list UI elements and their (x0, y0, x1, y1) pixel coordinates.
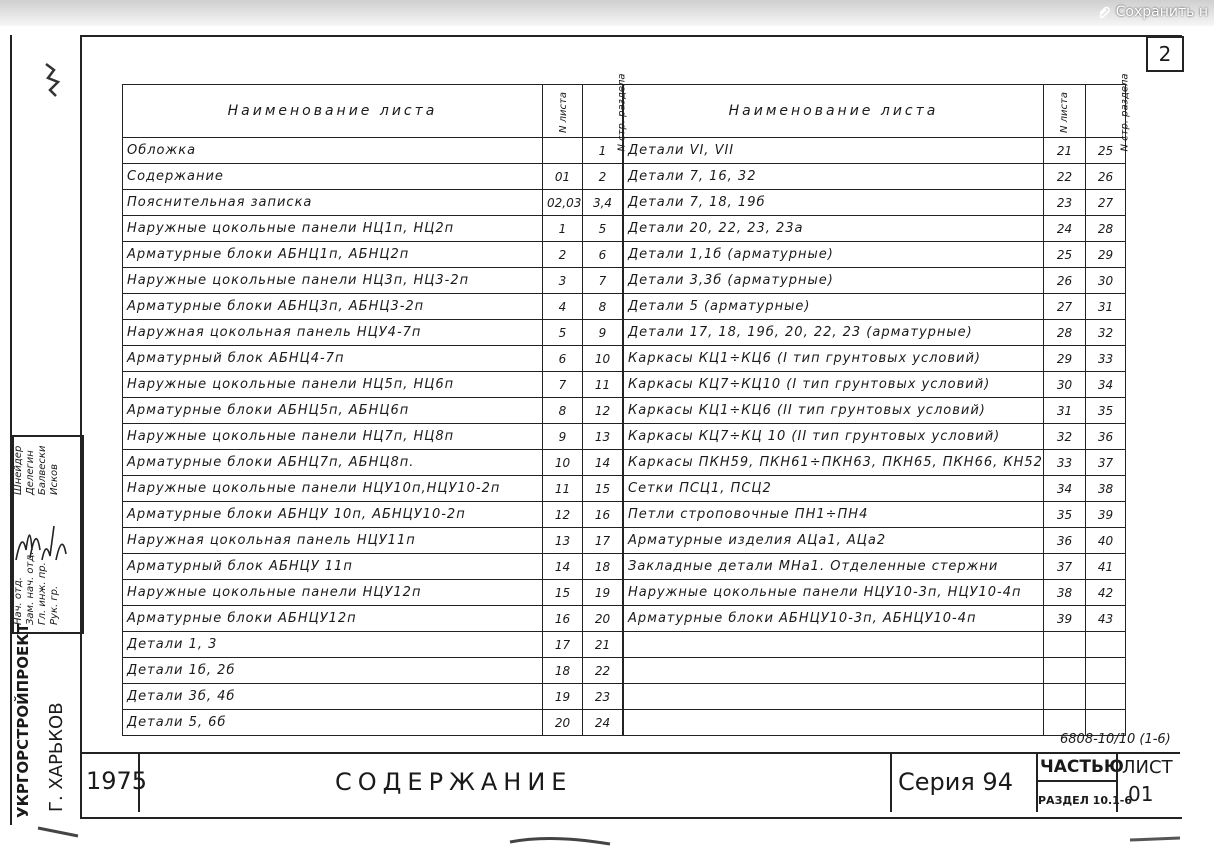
row-page-number: 31 (1086, 294, 1126, 320)
row-name: Наружные цокольные панели НЦ3п, НЦ3-2п (123, 268, 543, 294)
row-name: Арматурные изделия АЦа1, АЦа2 (624, 528, 1044, 554)
row-name: Арматурный блок АБНЦ4-7п (123, 346, 543, 372)
row-list-number: 31 (1044, 398, 1086, 424)
row-list-number: 3 (543, 268, 583, 294)
row-list-number: 5 (543, 320, 583, 346)
row-list-number: 6 (543, 346, 583, 372)
row-page-number: 30 (1086, 268, 1126, 294)
row-name: Каркасы ПКН59, ПКН61÷ПКН63, ПКН65, ПКН66, КН52 (624, 450, 1044, 476)
row-page-number: 28 (1086, 216, 1126, 242)
paperclip-icon (1096, 4, 1112, 20)
row-name: Арматурные блоки АБНЦУ 10п, АБНЦУ10-2п (123, 502, 543, 528)
row-name: Наружные цокольные панели НЦУ10-3п, НЦУ10-4п (624, 580, 1044, 606)
row-page-number (1086, 632, 1126, 658)
table-row (624, 164, 1126, 190)
row-page-number: 37 (1086, 450, 1126, 476)
table-row (624, 684, 1126, 710)
row-page-number: 21 (583, 632, 623, 658)
row-list-number: 30 (1044, 372, 1086, 398)
row-page-number: 32 (1086, 320, 1126, 346)
row-page-number: 6 (583, 242, 623, 268)
row-name: Детали 20, 22, 23, 23а (624, 216, 1044, 242)
series: Серия 94 (898, 768, 1013, 796)
row-name: Сетки ПСЦ1, ПСЦ2 (624, 476, 1044, 502)
table-row (123, 476, 623, 502)
row-name: Арматурные блоки АБНЦ5п, АБНЦ6п (123, 398, 543, 424)
row-name (624, 658, 1044, 684)
row-list-number: 25 (1044, 242, 1086, 268)
table-row (123, 450, 623, 476)
row-name (624, 632, 1044, 658)
row-list-number: 1 (543, 216, 583, 242)
row-name: Арматурные блоки АБНЦУ10-3п, АБНЦУ10-4п (624, 606, 1044, 632)
header-page-no: N стр. раздела (583, 85, 623, 138)
row-name: Детали 1б, 2б (123, 658, 543, 684)
row-page-number: 1 (583, 138, 623, 164)
row-page-number: 33 (1086, 346, 1126, 372)
row-list-number: 8 (543, 398, 583, 424)
row-list-number: 39 (1044, 606, 1086, 632)
row-page-number: 34 (1086, 372, 1126, 398)
table-row (123, 658, 623, 684)
table-row (624, 346, 1126, 372)
row-page-number: 7 (583, 268, 623, 294)
table-row (624, 606, 1126, 632)
row-name: Наружная цокольная панель НЦУ4-7п (123, 320, 543, 346)
row-page-number: 18 (583, 554, 623, 580)
row-list-number: 01 (543, 164, 583, 190)
name-1: Шнейдер (13, 445, 24, 495)
row-list-number: 16 (543, 606, 583, 632)
part-label: ЧАСТЬЮ (1040, 757, 1124, 777)
role-2: Зам. нач. отд. (25, 551, 36, 625)
row-page-number: 11 (583, 372, 623, 398)
table-row (624, 476, 1126, 502)
table-row (624, 216, 1126, 242)
row-page-number: 29 (1086, 242, 1126, 268)
row-list-number: 20 (543, 710, 583, 736)
row-name: Детали 17, 18, 19б, 20, 22, 23 (арматурные) (624, 320, 1044, 346)
row-page-number: 2 (583, 164, 623, 190)
org-name: УКРГОРСТРОЙПРОЕКТ (14, 623, 32, 818)
row-name: Детали VI, VII (624, 138, 1044, 164)
row-list-number: 36 (1044, 528, 1086, 554)
role-1: Нач. отд. (13, 577, 24, 625)
row-list-number: 12 (543, 502, 583, 528)
table-row (624, 372, 1126, 398)
row-page-number: 42 (1086, 580, 1126, 606)
row-list-number: 11 (543, 476, 583, 502)
row-list-number: 32 (1044, 424, 1086, 450)
table-row (624, 554, 1126, 580)
row-name: Обложка (123, 138, 543, 164)
row-list-number: 17 (543, 632, 583, 658)
row-list-number: 34 (1044, 476, 1086, 502)
header-name: Наименование листа (123, 85, 543, 138)
row-name: Каркасы КЦ7÷КЦ 10 (II тип грунтовых условий) (624, 424, 1044, 450)
table-row (123, 242, 623, 268)
row-list-number: 29 (1044, 346, 1086, 372)
row-list-number: 4 (543, 294, 583, 320)
row-page-number: 3,4 (583, 190, 623, 216)
sheet-title: СОДЕРЖАНИЕ (335, 768, 573, 796)
row-name: Наружные цокольные панели НЦ1п, НЦ2п (123, 216, 543, 242)
row-page-number: 38 (1086, 476, 1126, 502)
row-list-number: 38 (1044, 580, 1086, 606)
handwritten-signatures (12, 500, 80, 572)
table-row (123, 320, 623, 346)
row-list-number: 23 (1044, 190, 1086, 216)
row-list-number: 9 (543, 424, 583, 450)
table-row (123, 580, 623, 606)
row-name: Арматурный блок АБНЦУ 11п (123, 554, 543, 580)
row-page-number: 15 (583, 476, 623, 502)
table-row (123, 710, 623, 736)
table-row (123, 554, 623, 580)
table-row (624, 138, 1126, 164)
row-page-number: 24 (583, 710, 623, 736)
role-3: Гл. инж. пр. (37, 562, 48, 625)
row-page-number (1086, 658, 1126, 684)
row-page-number: 43 (1086, 606, 1126, 632)
table-row (624, 242, 1126, 268)
row-list-number: 2 (543, 242, 583, 268)
row-page-number: 14 (583, 450, 623, 476)
table-row (123, 138, 623, 164)
row-list-number: 15 (543, 580, 583, 606)
row-page-number: 35 (1086, 398, 1126, 424)
row-name (624, 684, 1044, 710)
row-list-number: 28 (1044, 320, 1086, 346)
row-name: Арматурные блоки АБНЦ1п, АБНЦ2п (123, 242, 543, 268)
scan-noise (30, 812, 1210, 852)
row-name: Наружная цокольная панель НЦУ11п (123, 528, 543, 554)
table-row (123, 528, 623, 554)
top-toolbar (0, 0, 1214, 26)
row-name: Наружные цокольные панели НЦУ12п (123, 580, 543, 606)
table-row (123, 268, 623, 294)
row-page-number: 8 (583, 294, 623, 320)
row-name: Пояснительная записка (123, 190, 543, 216)
row-page-number: 22 (583, 658, 623, 684)
table-row (123, 346, 623, 372)
row-page-number: 17 (583, 528, 623, 554)
table-row (123, 502, 623, 528)
row-page-number: 26 (1086, 164, 1126, 190)
header-name: Наименование листа (624, 85, 1044, 138)
table-row (624, 294, 1126, 320)
org-city: Г. ХАРЬКОВ (46, 702, 67, 812)
row-list-number: 35 (1044, 502, 1086, 528)
row-page-number: 36 (1086, 424, 1126, 450)
sheet-label: ЛИСТ (1122, 757, 1173, 778)
row-page-number: 19 (583, 580, 623, 606)
table-row (624, 502, 1126, 528)
row-page-number (1086, 684, 1126, 710)
row-list-number: 10 (543, 450, 583, 476)
name-2: Делегин (25, 450, 36, 495)
table-row (624, 632, 1126, 658)
row-name: Каркасы КЦ1÷КЦ6 (II тип грунтовых условий) (624, 398, 1044, 424)
row-list-number: 7 (543, 372, 583, 398)
header-page-no: N стр. раздела (1086, 85, 1126, 138)
row-list-number: 27 (1044, 294, 1086, 320)
row-list-number: 37 (1044, 554, 1086, 580)
row-name: Арматурные блоки АБНЦ7п, АБНЦ8п. (123, 450, 543, 476)
table-row (624, 658, 1126, 684)
row-name: Наружные цокольные панели НЦ7п, НЦ8п (123, 424, 543, 450)
save-button[interactable] (1094, 0, 1214, 24)
table-row (123, 684, 623, 710)
row-list-number (1044, 658, 1086, 684)
row-list-number: 24 (1044, 216, 1086, 242)
row-name: Закладные детали МНа1. Отделенные стержни (624, 554, 1044, 580)
table-row (123, 216, 623, 242)
row-page-number: 25 (1086, 138, 1126, 164)
table-row (624, 710, 1126, 736)
row-page-number: 27 (1086, 190, 1126, 216)
toc-table-right (623, 73, 1131, 736)
table-row (123, 190, 623, 216)
row-list-number: 19 (543, 684, 583, 710)
table-row (123, 606, 623, 632)
role-4: Рук. гр. (49, 585, 60, 625)
row-name: Содержание (123, 164, 543, 190)
row-page-number: 5 (583, 216, 623, 242)
table-row (123, 294, 623, 320)
row-name: Каркасы КЦ7÷КЦ10 (I тип грунтовых условий) (624, 372, 1044, 398)
row-page-number: 40 (1086, 528, 1126, 554)
sheet-number: 2 (1146, 36, 1184, 72)
sheet-value: 01 (1128, 782, 1154, 806)
row-list-number: 33 (1044, 450, 1086, 476)
table-row (624, 528, 1126, 554)
row-list-number: 26 (1044, 268, 1086, 294)
row-page-number: 12 (583, 398, 623, 424)
row-name: Детали 7, 18, 19б (624, 190, 1044, 216)
row-list-number: 18 (543, 658, 583, 684)
row-page-number: 39 (1086, 502, 1126, 528)
row-page-number: 9 (583, 320, 623, 346)
row-name: Детали 1, 3 (123, 632, 543, 658)
row-name (624, 710, 1044, 736)
row-page-number: 23 (583, 684, 623, 710)
row-page-number: 20 (583, 606, 623, 632)
header-list-no: N листа (1044, 85, 1086, 138)
row-list-number: 13 (543, 528, 583, 554)
table-row (624, 268, 1126, 294)
row-page-number: 16 (583, 502, 623, 528)
table-row (624, 398, 1126, 424)
table-row (624, 580, 1126, 606)
row-page-number: 41 (1086, 554, 1126, 580)
row-name: Наружные цокольные панели НЦУ10п,НЦУ10-2п (123, 476, 543, 502)
row-list-number: 21 (1044, 138, 1086, 164)
section: РАЗДЕЛ 10.1-6 (1038, 794, 1133, 807)
row-page-number: 10 (583, 346, 623, 372)
header-list-no: N листа (543, 85, 583, 138)
table-row (123, 164, 623, 190)
doc-code: 6808-10/10 (1-6) (1060, 732, 1171, 747)
row-name: Детали 5, 6б (123, 710, 543, 736)
save-button-label: Сохранить н (1115, 4, 1208, 20)
row-name: Каркасы КЦ1÷КЦ6 (I тип грунтовых условий) (624, 346, 1044, 372)
row-page-number: 13 (583, 424, 623, 450)
row-name: Детали 5 (арматурные) (624, 294, 1044, 320)
ink-smudge (40, 60, 66, 100)
row-list-number: 02,03 (543, 190, 583, 216)
row-name: Детали 3б, 4б (123, 684, 543, 710)
table-row (624, 320, 1126, 346)
table-row (624, 424, 1126, 450)
row-list-number (543, 138, 583, 164)
year: 1975 (86, 767, 148, 795)
row-name: Наружные цокольные панели НЦ5п, НЦ6п (123, 372, 543, 398)
row-list-number: 22 (1044, 164, 1086, 190)
table-row (123, 372, 623, 398)
row-list-number (1044, 632, 1086, 658)
row-name: Арматурные блоки АБНЦУ12п (123, 606, 543, 632)
row-name: Детали 3,3б (арматурные) (624, 268, 1044, 294)
row-name: Детали 1,1б (арматурные) (624, 242, 1044, 268)
row-list-number: 14 (543, 554, 583, 580)
row-name: Петли строповочные ПН1÷ПН4 (624, 502, 1044, 528)
table-row (123, 424, 623, 450)
table-row (624, 450, 1126, 476)
toc-table-left (122, 73, 628, 736)
name-3: Балвески (37, 445, 48, 495)
row-list-number (1044, 684, 1086, 710)
row-name: Детали 7, 16, 32 (624, 164, 1044, 190)
table-row (624, 190, 1126, 216)
row-name: Арматурные блоки АБНЦ3п, АБНЦ3-2п (123, 294, 543, 320)
table-row (123, 398, 623, 424)
table-row (123, 632, 623, 658)
name-4: Исков (49, 463, 60, 495)
